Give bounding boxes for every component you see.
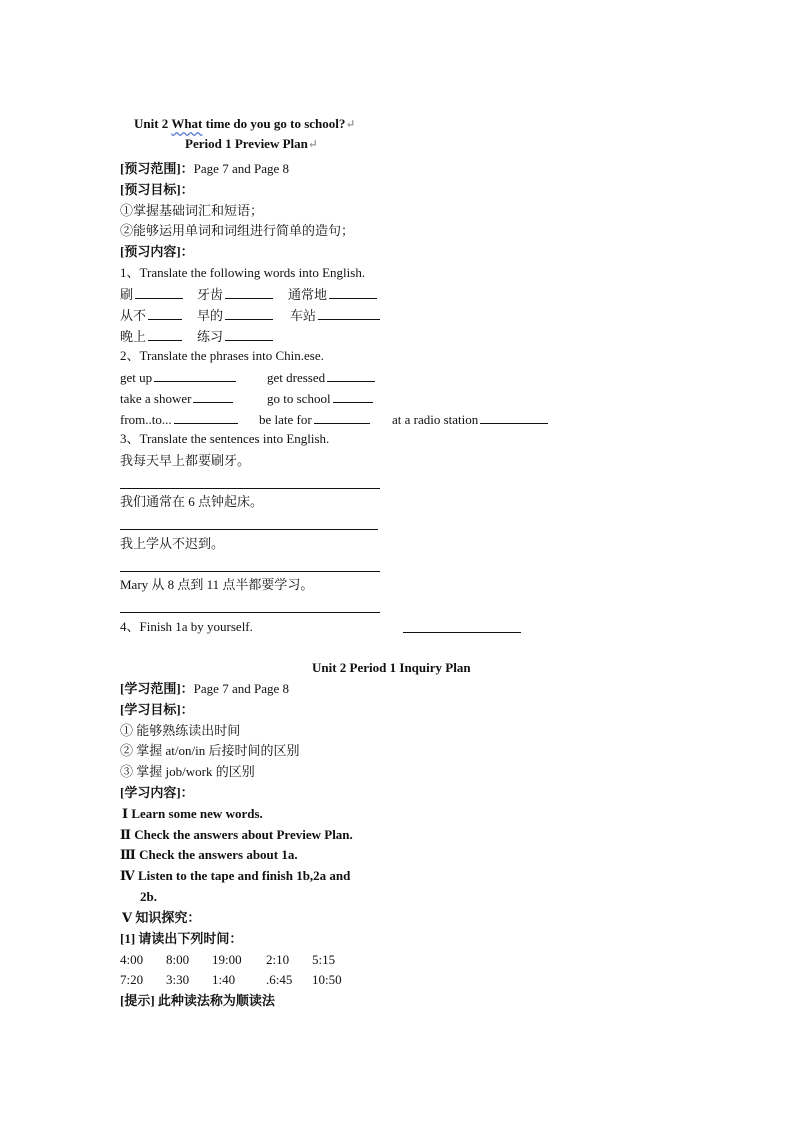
preview-range bbox=[120, 160, 289, 178]
answer-blank[interactable] bbox=[403, 632, 521, 633]
phrase-item bbox=[392, 410, 548, 429]
preview-goal-1: ①掌握基础词汇和短语； bbox=[120, 203, 264, 218]
phrase-item bbox=[120, 389, 233, 408]
inquiry-sub-1: [1] 请读出下列时间： bbox=[120, 931, 243, 946]
word-label: 从不 bbox=[120, 308, 147, 323]
answer-blank[interactable] bbox=[154, 368, 236, 382]
task-1: 1、Translate the following words into English. bbox=[120, 265, 366, 280]
inquiry-content-label: [学习内容]： bbox=[120, 785, 194, 800]
preview-goal-label: [预习目标]： bbox=[120, 182, 194, 197]
answer-blank[interactable] bbox=[148, 306, 182, 320]
time-value: 1:40 bbox=[212, 972, 236, 987]
inquiry-range bbox=[120, 680, 289, 698]
time-value: 10:50 bbox=[312, 972, 342, 987]
inquiry-item-3: Ⅲ Check the answers about 1a. bbox=[120, 847, 298, 862]
time-value: 2:10 bbox=[266, 952, 290, 967]
sentence-3: 我上学从不迟到。 bbox=[120, 536, 225, 551]
word-label: 通常地 bbox=[288, 287, 328, 302]
phrase-label: take a shower bbox=[120, 391, 192, 406]
paragraph-mark: ↵ bbox=[307, 137, 318, 151]
time-value: 7:20 bbox=[120, 972, 144, 987]
range-label: [学习范围]： bbox=[120, 681, 194, 696]
inquiry-item-2: Ⅱ Check the answers about Preview Plan. bbox=[120, 827, 353, 842]
inquiry-tip: [提示] 此种读法称为顺读法 bbox=[120, 993, 275, 1008]
times-row-1 bbox=[120, 951, 358, 969]
word-label: 刷 bbox=[120, 287, 134, 302]
word-item bbox=[197, 285, 273, 304]
word-item bbox=[120, 285, 183, 304]
preview-content-label: [预习内容]： bbox=[120, 244, 194, 259]
time-value: .6:45 bbox=[266, 972, 293, 987]
inquiry-goal-2: ② 掌握 at/on/in 后接时间的区别 bbox=[120, 743, 300, 758]
phrase-label: go to school bbox=[267, 391, 331, 406]
times-row-2 bbox=[120, 971, 358, 989]
sentence-answer-line[interactable] bbox=[120, 529, 378, 530]
preview-title bbox=[134, 115, 355, 133]
word-label: 练习 bbox=[197, 329, 224, 344]
word-label: 早的 bbox=[197, 308, 224, 323]
task-2: 2、Translate the phrases into Chin.ese. bbox=[120, 348, 324, 363]
answer-blank[interactable] bbox=[148, 327, 182, 341]
title-rest: time do you go to school? bbox=[202, 116, 346, 131]
phrase-label: from..to... bbox=[120, 412, 172, 427]
subtitle-text: Period 1 Preview Plan bbox=[185, 136, 308, 151]
task-3: 3、Translate the sentences into English. bbox=[120, 431, 330, 446]
answer-blank[interactable] bbox=[225, 306, 273, 320]
preview-subtitle bbox=[185, 135, 318, 153]
sentence-answer-line[interactable] bbox=[120, 488, 380, 489]
inquiry-item-4-cont: 2b. bbox=[140, 889, 157, 904]
time-value: 4:00 bbox=[120, 952, 144, 967]
word-item bbox=[120, 327, 182, 346]
phrase-item bbox=[120, 368, 236, 387]
sentence-2: 我们通常在 6 点钟起床。 bbox=[120, 494, 264, 509]
paragraph-mark: ↵ bbox=[345, 117, 356, 131]
word-label: 牙齿 bbox=[197, 287, 224, 302]
sentence-answer-line[interactable] bbox=[120, 571, 380, 572]
time-value: 3:30 bbox=[166, 972, 190, 987]
phrase-item bbox=[259, 410, 370, 429]
preview-goal-2: ②能够运用单词和词组进行简单的造句； bbox=[120, 223, 355, 238]
inquiry-item-4: Ⅳ Listen to the tape and finish 1b,2a and bbox=[120, 868, 351, 883]
answer-blank[interactable] bbox=[135, 285, 183, 299]
phrase-label: get up bbox=[120, 370, 153, 385]
phrase-label: get dressed bbox=[267, 370, 326, 385]
inquiry-item-1: Ⅰ Learn some new words. bbox=[122, 806, 263, 821]
phrase-item bbox=[120, 410, 238, 429]
phrase-item bbox=[267, 389, 373, 408]
answer-blank[interactable] bbox=[480, 410, 548, 424]
answer-blank[interactable] bbox=[314, 410, 370, 424]
phrase-item bbox=[267, 368, 375, 387]
answer-blank[interactable] bbox=[333, 389, 373, 403]
answer-blank[interactable] bbox=[225, 285, 273, 299]
inquiry-item-5: Ⅴ 知识探究： bbox=[122, 910, 201, 925]
word-item bbox=[288, 285, 377, 304]
title-unit: Unit 2 bbox=[134, 116, 172, 131]
word-item bbox=[290, 306, 380, 325]
word-label: 车站 bbox=[290, 308, 317, 323]
word-item bbox=[197, 327, 273, 346]
phrase-label: at a radio station bbox=[392, 412, 479, 427]
time-value: 5:15 bbox=[312, 952, 336, 967]
task-4: 4、Finish 1a by yourself. bbox=[120, 619, 253, 634]
sentence-answer-line[interactable] bbox=[120, 612, 380, 613]
answer-blank[interactable] bbox=[225, 327, 273, 341]
time-value: 19:00 bbox=[212, 952, 242, 967]
inquiry-goal-1: ① 能够熟练读出时间 bbox=[120, 723, 241, 738]
phrase-label: be late for bbox=[259, 412, 312, 427]
sentence-1: 我每天早上都要刷牙。 bbox=[120, 453, 251, 468]
answer-blank[interactable] bbox=[318, 306, 380, 320]
answer-blank[interactable] bbox=[193, 389, 233, 403]
range-label: [预习范围]： bbox=[120, 161, 194, 176]
answer-blank[interactable] bbox=[174, 410, 238, 424]
range-value: Page 7 and Page 8 bbox=[193, 161, 289, 176]
inquiry-goal-3: ③ 掌握 job/work 的区别 bbox=[120, 764, 255, 779]
word-item bbox=[120, 306, 182, 325]
inquiry-goal-label: [学习目标]： bbox=[120, 702, 194, 717]
answer-blank[interactable] bbox=[329, 285, 377, 299]
time-value: 8:00 bbox=[166, 952, 190, 967]
answer-blank[interactable] bbox=[327, 368, 375, 382]
title-what: What bbox=[171, 116, 203, 131]
range-value: Page 7 and Page 8 bbox=[193, 681, 289, 696]
word-item bbox=[197, 306, 273, 325]
word-label: 晚上 bbox=[120, 329, 147, 344]
inquiry-title: Unit 2 Period 1 Inquiry Plan bbox=[312, 660, 471, 675]
sentence-4: Mary 从 8 点到 11 点半都要学习。 bbox=[120, 577, 314, 592]
